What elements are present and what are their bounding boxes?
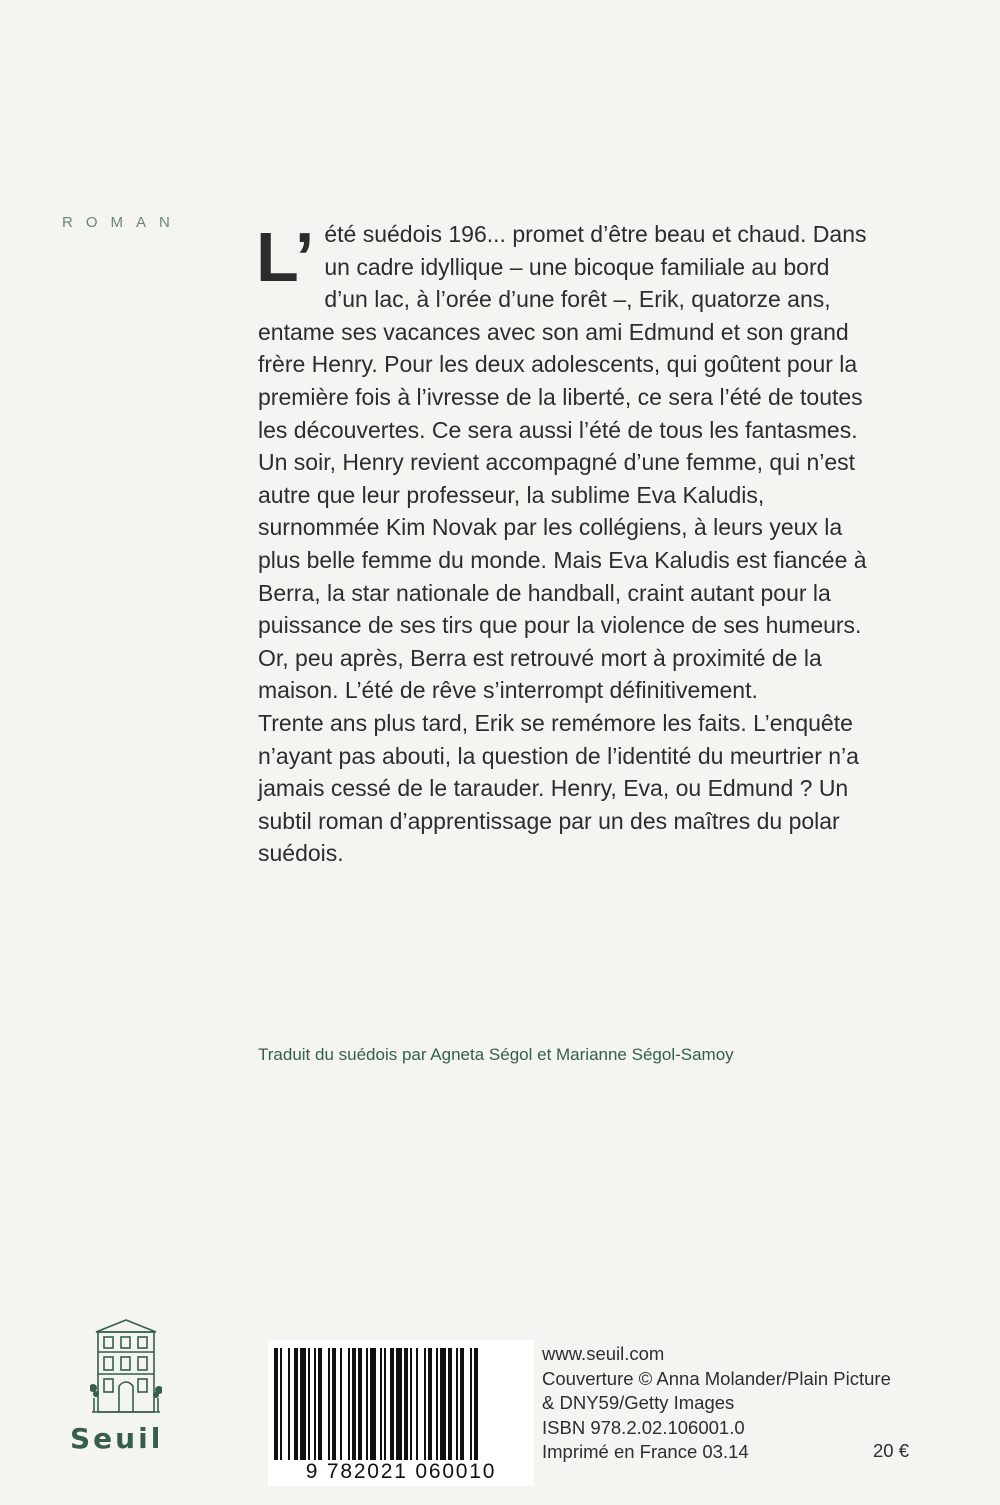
barcode-digits: 9 782021 060010: [270, 1460, 532, 1484]
publisher-name: Seuil: [70, 1422, 164, 1455]
translator-credit: Traduit du suédois par Agneta Ségol et Marianne Ségol-Samoy: [258, 1045, 734, 1064]
isbn-barcode: [268, 1340, 534, 1486]
imprint-block: [542, 1342, 891, 1465]
back-cover-blurb: [258, 218, 878, 870]
publisher-website: www.seuil.com: [542, 1343, 665, 1364]
genre-label: ROMAN: [62, 214, 183, 231]
price: 20 €: [873, 1440, 910, 1461]
townhouse-illustration-icon: [90, 1318, 162, 1416]
publisher-logo: [70, 1318, 200, 1455]
blurb-paragraph-2: Trente ans plus tard, Erik se remémore les faits. L’enquête n’ayant pas abouti, la question de l’identité du meurtrier n’a jamais cessé de le tarauder. Henry, Eva, ou Edmund ? Un subtil roman d’apprentissage par un des maîtres du polar suédois.: [258, 709, 859, 867]
cover-credit: Couverture © Anna Molander/Plain Picture: [542, 1367, 891, 1389]
drop-cap: L’: [256, 218, 315, 296]
isbn-number: ISBN 978.2.02.106001.0: [542, 1416, 745, 1438]
print-info: Imprimé en France 03.14: [542, 1441, 749, 1462]
barcode-bars: [274, 1348, 528, 1460]
cover-credit-continued: & DNY59/Getty Images: [542, 1392, 735, 1413]
blurb-paragraph-1: été suédois 196... promet d’être beau et chaud. Dans un cadre idyllique – une bicoque familiale au bord d’un lac, à l’orée d’une forêt –, Erik, quatorze ans, entame ses vacances avec son ami Edmund et son grand frère Henry. Pour les deux adolescents, qui goûtent pour la première fois à l’ivresse de la liberté, ce sera l’été de toutes les découvertes. Ce sera aussi l’été de tous les fantasmes. Un soir, Henry revient accompagné d’une femme, qui n’est autre que leur professeur, la sublime Eva Kaludis, surnommée Kim Novak par les collégiens, à leurs yeux la plus belle femme du monde. Mais Eva Kaludis est fiancée à Berra, la star nationale de handball, craint autant pour la puissance de ses tirs que pour la violence de ses humeurs. Or, peu après, Berra est retrouvé mort à proximité de la maison. L’été de rêve s’interrompt définitivement.: [258, 221, 867, 704]
